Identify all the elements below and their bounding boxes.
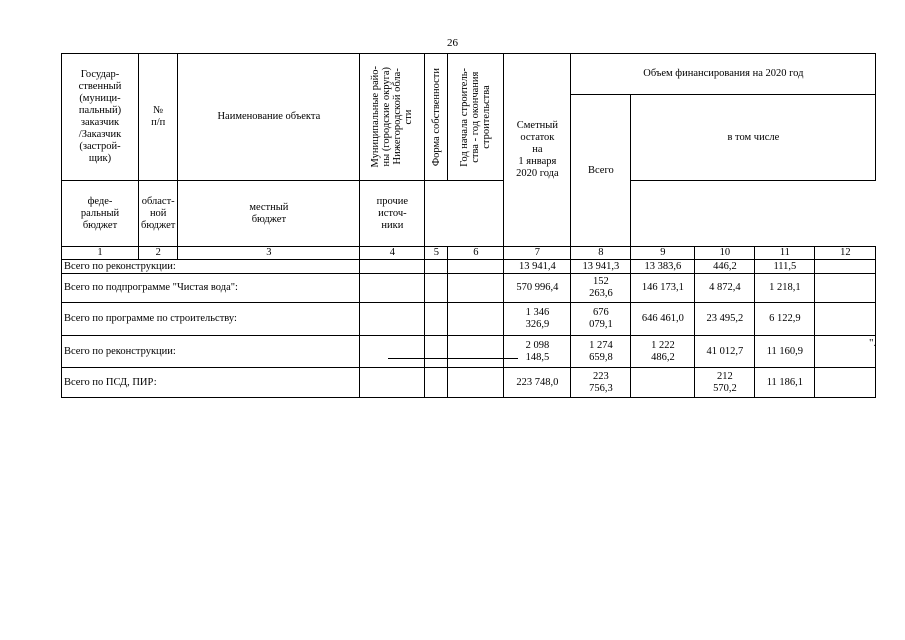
row-federal: 146 173,1 (631, 274, 695, 303)
col-num-2: 2 (139, 247, 178, 260)
row-estimate: 2 098 148,5 (504, 336, 571, 368)
row-federal: 646 461,0 (631, 303, 695, 336)
col-num-6: 6 (448, 247, 504, 260)
row-estimate: 570 996,4 (504, 274, 571, 303)
row-federal: 13 383,6 (631, 260, 695, 274)
col-num-8: 8 (571, 247, 631, 260)
row-other (815, 368, 876, 398)
row-label: Всего по программе по строительству: (62, 303, 360, 336)
row-label: Всего по реконструкции: (62, 260, 360, 274)
row-federal: 1 222 486,2 (631, 336, 695, 368)
row-regional: 4 872,4 (695, 274, 755, 303)
empty-cell (448, 336, 504, 368)
row-estimate: 13 941,4 (504, 260, 571, 274)
row-other (815, 260, 876, 274)
row-local: 111,5 (755, 260, 815, 274)
empty-cell (448, 368, 504, 398)
header-municipality (360, 54, 425, 181)
table-row (62, 303, 876, 336)
row-regional: 212 570,2 (695, 368, 755, 398)
row-local: 6 122,9 (755, 303, 815, 336)
empty-cell (425, 274, 448, 303)
row-label: Всего по реконструкции: (62, 336, 360, 368)
header-object-name: Наименование объекта (178, 54, 360, 181)
row-other (815, 336, 876, 368)
empty-cell (425, 368, 448, 398)
row-federal (631, 368, 695, 398)
header-customer: Государ- ственный (муници- пальный) заказчик /Заказчик (застрой- щик) (62, 54, 139, 181)
row-label: Всего по подпрограмме "Чистая вода": (62, 274, 360, 303)
empty-cell (425, 303, 448, 336)
empty-cell (360, 368, 425, 398)
empty-cell (425, 260, 448, 274)
separator-line (388, 358, 518, 359)
table-row (62, 336, 876, 368)
col-num-11: 11 (755, 247, 815, 260)
table-row (62, 274, 876, 303)
row-regional: 41 012,7 (695, 336, 755, 368)
header-number: № п/п (139, 54, 178, 181)
col-num-5: 5 (425, 247, 448, 260)
header-years (448, 54, 504, 181)
empty-cell (448, 303, 504, 336)
empty-cell (448, 260, 504, 274)
empty-cell (360, 260, 425, 274)
table-row (62, 260, 876, 274)
col-num-3: 3 (178, 247, 360, 260)
row-label: Всего по ПСД, ПИР: (62, 368, 360, 398)
row-estimate: 223 748,0 (504, 368, 571, 398)
row-estimate: 1 346 326,9 (504, 303, 571, 336)
header-total: Всего (571, 95, 631, 247)
row-regional: 23 495,2 (695, 303, 755, 336)
header-including: в том числе (631, 95, 876, 181)
col-num-10: 10 (695, 247, 755, 260)
header-years-text: Год начала строитель- ства - год окончания строительства (459, 67, 493, 167)
header-regional: област- ной бюджет (139, 181, 178, 247)
col-num-12: 12 (815, 247, 876, 260)
end-quote-mark: ". (869, 337, 877, 349)
row-total: 223 756,3 (571, 368, 631, 398)
row-total: 152 263,6 (571, 274, 631, 303)
empty-cell (425, 336, 448, 368)
row-total: 1 274 659,8 (571, 336, 631, 368)
header-other: прочие источ- ники (360, 181, 425, 247)
column-numbers-row (62, 247, 876, 260)
col-num-9: 9 (631, 247, 695, 260)
page-number: 26 (447, 37, 458, 49)
empty-cell (360, 303, 425, 336)
header-local: местный бюджет (178, 181, 360, 247)
header-row-1 (62, 54, 876, 95)
empty-cell (360, 336, 425, 368)
financing-table (61, 53, 876, 398)
header-ownership (425, 54, 448, 181)
header-ownership-text: Форма собственности (430, 67, 442, 167)
row-regional: 446,2 (695, 260, 755, 274)
empty-cell (448, 274, 504, 303)
header-financing: Объем финансирования на 2020 год (571, 54, 876, 95)
row-local: 1 218,1 (755, 274, 815, 303)
empty-cell (360, 274, 425, 303)
header-row-3 (62, 181, 876, 247)
col-num-7: 7 (504, 247, 571, 260)
row-other (815, 274, 876, 303)
row-total: 676 079,1 (571, 303, 631, 336)
header-estimate: Сметный остаток на 1 января 2020 года (504, 54, 571, 247)
table-row (62, 368, 876, 398)
header-municipality-text: Муниципальные райо- ны (городские округа) Нижегородской обла- сти (370, 66, 415, 168)
row-local: 11 160,9 (755, 336, 815, 368)
row-local: 11 186,1 (755, 368, 815, 398)
row-other (815, 303, 876, 336)
row-total: 13 941,3 (571, 260, 631, 274)
header-federal: феде- ральный бюджет (62, 181, 139, 247)
col-num-4: 4 (360, 247, 425, 260)
col-num-1: 1 (62, 247, 139, 260)
